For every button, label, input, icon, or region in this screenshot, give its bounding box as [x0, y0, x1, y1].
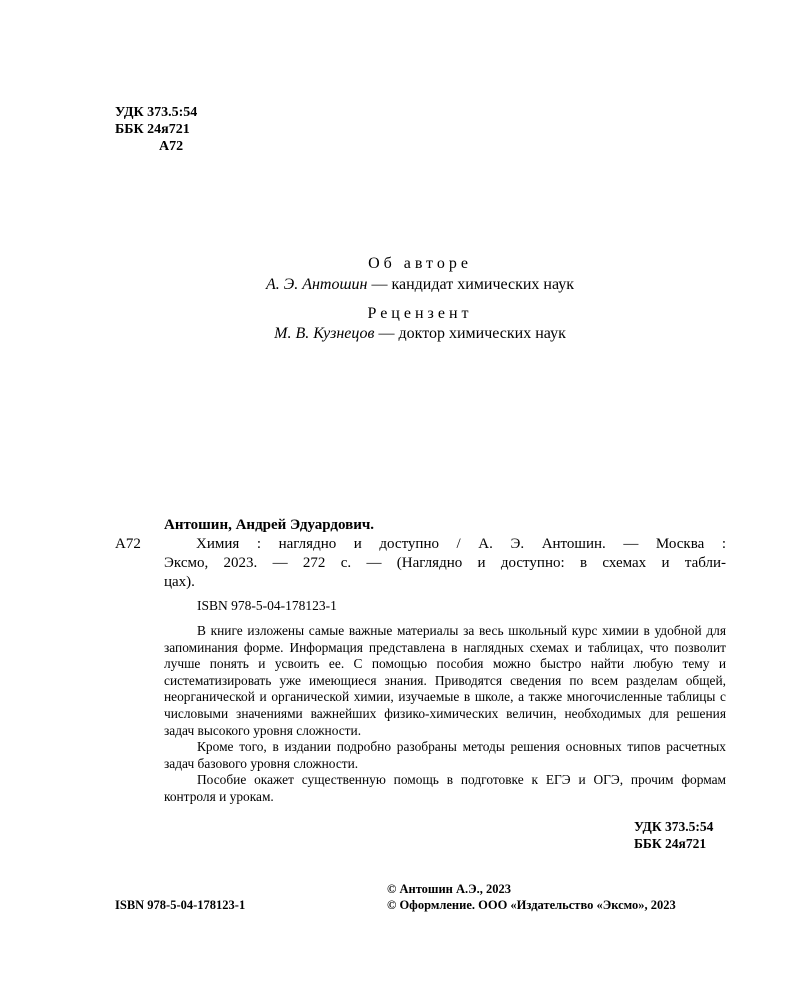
bbk-code: ББК 24я721: [634, 836, 707, 851]
bbk-code: ББК 24я721: [115, 122, 190, 137]
footer-isbn: ISBN 978-5-04-178123-1: [115, 898, 246, 912]
catalog-description: [164, 535, 726, 592]
classification-codes-top: [115, 104, 197, 155]
classification-codes-bottom: [634, 818, 713, 852]
reviewer-credential: — доктор химических наук: [374, 325, 566, 342]
copyright-author: © Антошин А.Э., 2023: [387, 882, 512, 896]
copyright-design: © Оформление. ООО «Издательство «Эксмо», 2023: [387, 898, 676, 912]
catalog-sign: А72: [115, 536, 141, 552]
reviewer-heading: Рецензент: [367, 305, 473, 322]
catalog-author-heading: Антошин, Андрей Эдуардович.: [164, 517, 375, 533]
annotation-paragraph: В книге изложены самые важные материалы за весь школьный курс химии в удобной для запоминания форме. Информация представлена в наглядных схемах и таблицах, что позволит лучше понять и усвоить ее. С помощью пособия можно быстро найти любую тему и систематизировать уже имеющиеся знания. Приводятся сведения по всем разделам общей, неорганической и органической химии, изучаемые в школе, а также многочисленные таблицы с числовыми значениями важнейших физико-химических величин, необходимых для решения задач высокого уровня сложности.: [164, 623, 726, 738]
annotation: [164, 623, 726, 806]
annotation-paragraph: Пособие окажет существенную помощь в подготовке к ЕГЭ и ОГЭ, прочим формам контроля и урокам.: [164, 772, 726, 804]
catalog-line: цах).: [164, 574, 195, 590]
about-author-line: [20, 276, 800, 294]
author-credential: — кандидат химических наук: [367, 276, 575, 293]
author-name: А. Э. Антошин: [265, 276, 368, 293]
catalog-line: Эксмо, 2023. — 272 с. — (Наглядно и доступно: в схемах и табли-: [164, 555, 726, 571]
about-author-heading: Об авторе: [368, 255, 472, 272]
reviewer-line: [20, 325, 800, 343]
reviewer-name: М. В. Кузнецов: [274, 325, 375, 342]
annotation-paragraph: Кроме того, в издании подробно разобраны методы решения основных типов расчетных задач базового уровня сложности.: [164, 739, 726, 771]
author-sign: А72: [159, 139, 184, 154]
catalog-isbn: ISBN 978-5-04-178123-1: [197, 598, 337, 613]
udk-code: УДК 373.5:54: [115, 105, 198, 120]
catalog-line: Химия : наглядно и доступно / А. Э. Антошин. — Москва :: [196, 536, 726, 552]
udk-code: УДК 373.5:54: [634, 819, 714, 834]
